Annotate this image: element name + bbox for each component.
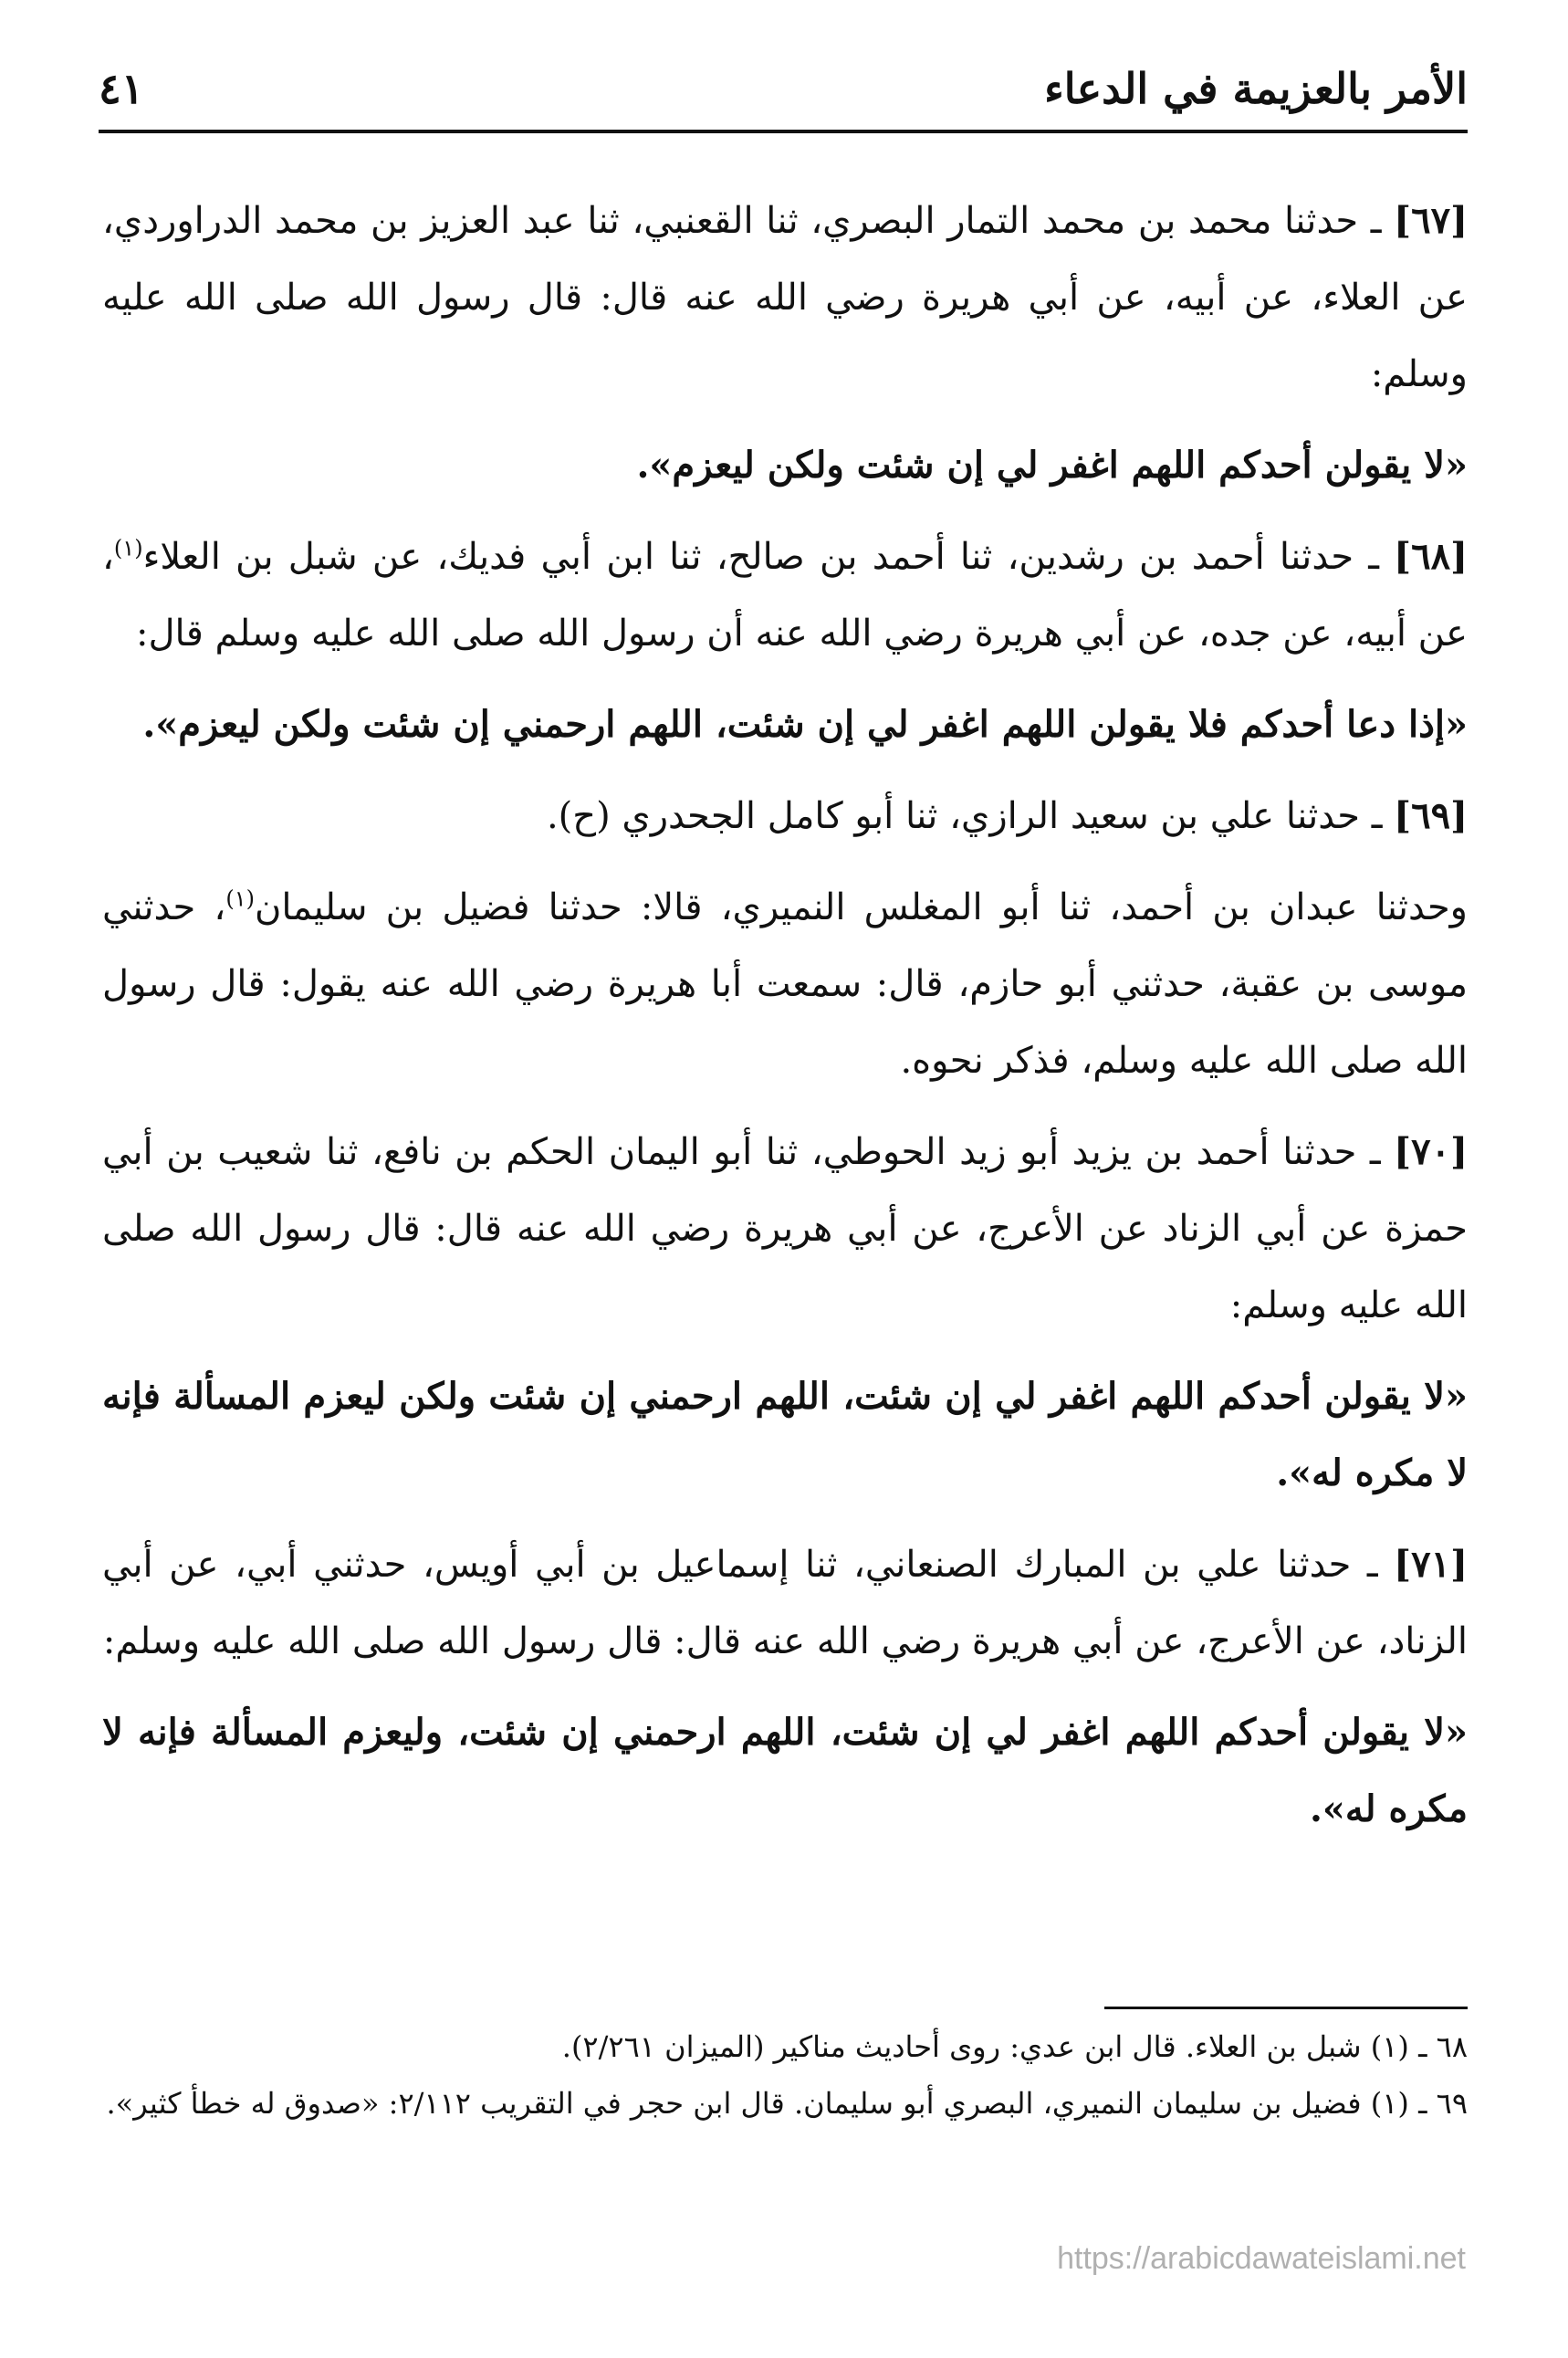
footnote-69: ٦٩ ـ (١) فضيل بن سليمان النميري، البصري أبو سليمان. قال ابن حجر في التقريب ٢/١١٢: «صدوق له خطأ كثير». — [106, 2086, 1468, 2121]
hadith-69-second-chain — [102, 869, 1468, 1099]
hadith-number: [٧٠] — [1394, 1130, 1468, 1173]
page-header — [99, 55, 1468, 137]
hadith-chain-continued: ، عن أبيه، عن جده، عن أبي هريرة رضي الله عنه أن رسول الله صلى الله عليه وسلم قال: — [102, 536, 1468, 655]
hadith-chain: وحدثنا عبدان بن أحمد، ثنا أبو المغلس النميري، قالا: حدثنا فضيل بن سليمان — [254, 886, 1468, 928]
hadith-number: [٦٨] — [1394, 535, 1468, 578]
watermark-url: https://arabicdawateislami.net — [1057, 2241, 1466, 2276]
footnote-rule — [1104, 2007, 1468, 2009]
hadith-chain: ـ حدثنا محمد بن محمد التمار البصري، ثنا القعنبي، ثنا عبد العزيز بن محمد الدراوردي، عن العلاء، عن أبيه، عن أبي هريرة رضي الله عنه قال: قال رسول الله صلى الله عليه وسلم: — [102, 200, 1468, 395]
hadith-67 — [102, 183, 1468, 413]
footnotes — [99, 2022, 1468, 2135]
footnote-ref: (١) — [225, 886, 255, 912]
hadith-71 — [102, 1526, 1468, 1680]
hadith-70-text: «لا يقولن أحدكم اللهم اغفر لي إن شئت، اللهم ارحمني إن شئت ولكن ليعزم المسألة فإنه لا مكره له». — [102, 1375, 1468, 1494]
header-rule — [99, 130, 1468, 133]
hadith-chain: ـ حدثنا أحمد بن يزيد أبو زيد الحوطي، ثنا أبو اليمان الحكم بن نافع، ثنا شعيب بن أبي حمزة عن أبي الزناد عن الأعرج، عن أبي هريرة رضي الله عنه قال: قال رسول الله صلى الله عليه وسلم: — [102, 1131, 1468, 1326]
hadith-71-text: «لا يقولن أحدكم اللهم اغفر لي إن شئت، اللهم ارحمني إن شئت، وليعزم المسألة فإنه لا مكره له». — [102, 1711, 1468, 1830]
hadith-chain: ـ حدثنا أحمد بن رشدين، ثنا أحمد بن صالح، ثنا ابن أبي فديك، عن شبل بن العلاء — [142, 536, 1395, 578]
hadith-68-text: «إذا دعا أحدكم فلا يقولن اللهم اغفر لي إن شئت، اللهم ارحمني إن شئت ولكن ليعزم». — [142, 703, 1468, 746]
hadith-number: [٦٧] — [1394, 199, 1468, 242]
hadith-number: [٦٩] — [1394, 794, 1468, 837]
hadith-70 — [102, 1114, 1468, 1344]
hadith-67-text: «لا يقولن أحدكم اللهم اغفر لي إن شئت ولكن ليعزم». — [636, 444, 1468, 487]
running-title: الأمر بالعزيمة في الدعاء — [1044, 64, 1468, 113]
footnote-68: ٦٨ ـ (١) شبل بن العلاء. قال ابن عدي: روى أحاديث مناكير (الميزان ٢/٢٦١). — [561, 2029, 1468, 2064]
hadith-number: [٧١] — [1394, 1543, 1468, 1586]
hadith-chain: ـ حدثنا علي بن سعيد الرازي، ثنا أبو كامل الجحدري (ح). — [546, 795, 1395, 837]
hadith-69 — [102, 778, 1468, 854]
footnote-ref: (١) — [113, 535, 143, 561]
hadith-68 — [102, 519, 1468, 672]
page-number: ٤١ — [99, 64, 144, 113]
main-text — [102, 183, 1468, 1862]
hadith-chain: ـ حدثنا علي بن المبارك الصنعاني، ثنا إسماعيل بن أبي أويس، حدثني أبي، عن أبي الزناد، عن الأعرج، عن أبي هريرة رضي الله عنه قال: قال رسول الله صلى الله عليه وسلم: — [102, 1544, 1468, 1662]
hadith-chain-continued: ، حدثني موسى بن عقبة، حدثني أبو حازم، قال: سمعت أبا هريرة رضي الله عنه يقول: قال رسول الله صلى الله عليه وسلم، فذكر نحوه. — [102, 886, 1468, 1082]
